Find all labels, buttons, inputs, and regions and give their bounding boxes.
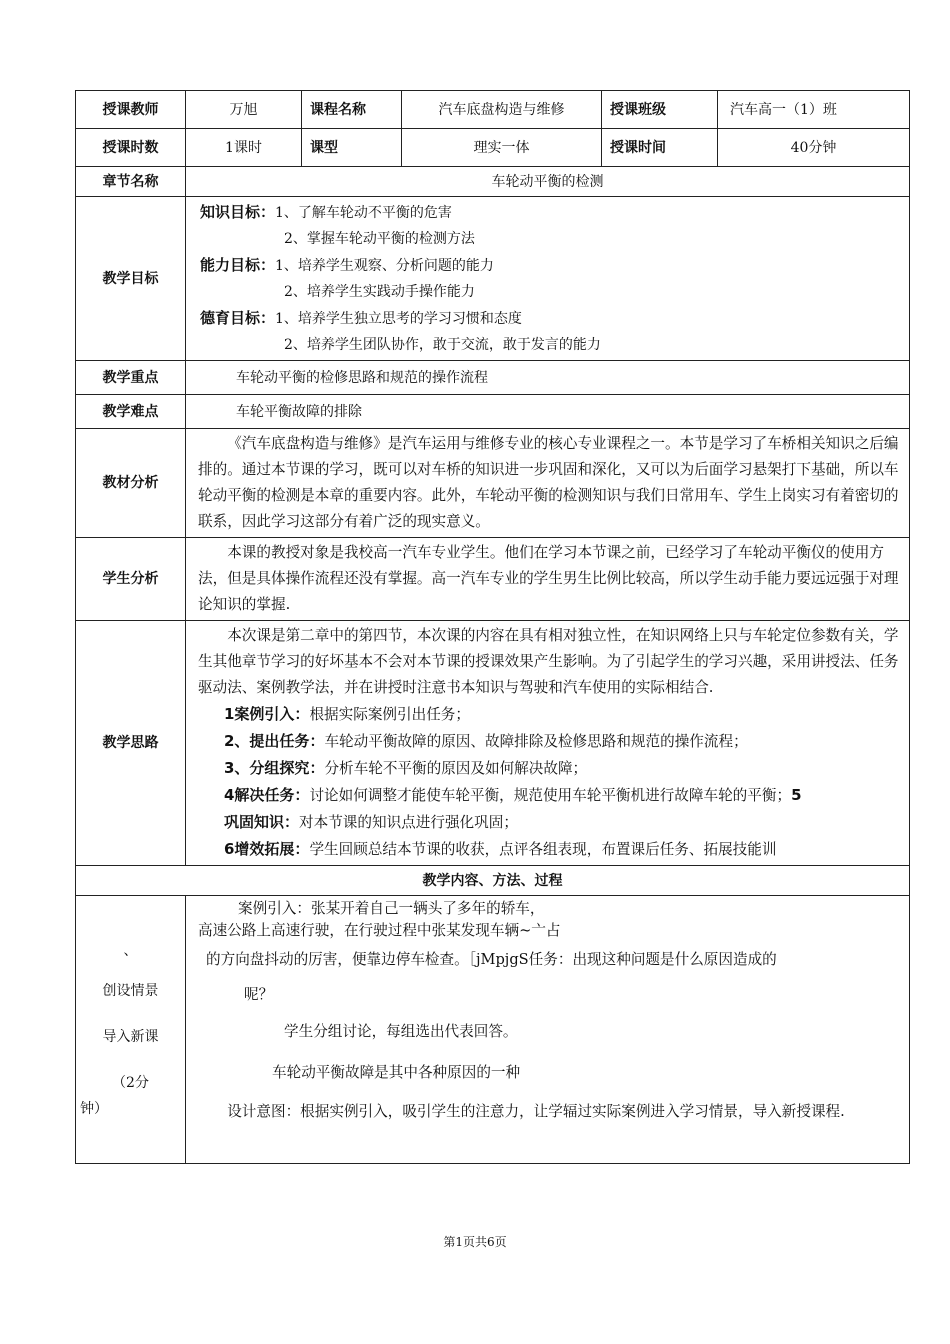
step-1-text: 根据实际案例引出任务； (309, 706, 470, 723)
step-6-label: 6增效拓展： (224, 840, 310, 858)
teacher-value: 万旭 (186, 91, 302, 129)
hours-label: 授课时数 (76, 129, 186, 167)
material-row (76, 429, 910, 538)
goals-row (76, 197, 910, 361)
difficulty-text: 车轮平衡故障的排除 (186, 395, 910, 429)
knowledge-goal-1: 1、了解车轮动不平衡的危害 (275, 205, 452, 221)
stage-title-1: 创设情景 (102, 982, 159, 999)
course-label: 课程名称 (302, 91, 402, 129)
students-cell (186, 538, 910, 621)
goals-content (186, 197, 910, 361)
difficulty-row (76, 395, 910, 429)
case-line-4: 呢？ (244, 986, 274, 1003)
stage-mark: 、 (123, 942, 138, 959)
case-line-2: 高速公路上高速行驶，在行驶过程中张某发现车辆~亠占 (198, 922, 561, 939)
header-row-2 (76, 129, 910, 167)
case-line-3: 的方向盘抖动的厉害，便靠边停车检查。［jMpjgS任务：出现这种问题是什么原因造成的 (206, 951, 777, 968)
step-3-label: 3、分组探究： (224, 759, 325, 777)
approach-cell (186, 621, 910, 866)
type-label: 课型 (302, 129, 402, 167)
process-heading: 教学内容、方法、过程 (76, 866, 910, 896)
approach-intro: 本次课是第二章中的第四节，本次课的内容在具有相对独立性，在知识网络上只与车轮定位参数有关，学生其他章节学习的好坏基本不会对本节课的授课效果产生影响。为了引起学生的学习兴趣，采用讲授法、任务驱动法、案例教学法，并在讲授时注意书本知识与驾驶和汽车使用的实际相结合. (198, 627, 899, 696)
stage-cell (76, 896, 186, 1164)
step-5-label: 巩固知识： (224, 813, 300, 831)
case-line-5: 学生分组讨论，每组选出代表回答。 (284, 1023, 518, 1040)
moral-goal-2: 2、培养学生团队协作，敢于交流，敢于发言的能力 (284, 337, 601, 353)
process-heading-row (76, 866, 910, 896)
case-line-6: 车轮动平衡故障是其中各种原因的一种 (272, 1064, 521, 1081)
page-footer: 第1页共6页 (443, 1235, 507, 1249)
stage-duration-2: 钟） (80, 1100, 108, 1117)
lesson-plan-table (75, 90, 910, 1164)
process-content (186, 896, 910, 1164)
step-5-number: 5 (791, 786, 802, 804)
key-point-label: 教学重点 (76, 361, 186, 395)
key-point-row (76, 361, 910, 395)
chapter-label: 章节名称 (76, 167, 186, 197)
process-row (76, 896, 910, 1164)
header-row-1 (76, 91, 910, 129)
class-label: 授课班级 (602, 91, 718, 129)
moral-goal-label: 德育目标： (200, 309, 276, 327)
stage-title-2: 导入新课 (102, 1028, 159, 1045)
step-2-text: 车轮动平衡故障的原因、故障排除及检修思路和规范的操作流程； (324, 733, 748, 750)
class-value: 汽车高一（1）班 (718, 91, 910, 129)
case-line-1: 案例引入：张某开着自己一辆头了多年的轿车， (238, 900, 545, 917)
difficulty-label: 教学难点 (76, 395, 186, 429)
step-6-text: 学生回顾总结本节课的收获，点评各组表现，布置课后任务、拓展技能训 (309, 841, 777, 858)
approach-row (76, 621, 910, 866)
step-3-text: 分析车轮不平衡的原因及如何解决故障； (324, 760, 588, 777)
goals-label: 教学目标 (76, 197, 186, 361)
moral-goal-1: 1、培养学生独立思考的学习习惯和态度 (275, 311, 522, 327)
step-4-label: 4解决任务： (224, 786, 310, 804)
stage-duration-1: （2分 (112, 1074, 149, 1091)
ability-goal-label: 能力目标： (200, 256, 276, 274)
time-value: 40分钟 (718, 129, 910, 167)
ability-goal-2: 2、培养学生实践动手操作能力 (284, 284, 475, 300)
material-label: 教材分析 (76, 429, 186, 538)
step-5-text: 对本节课的知识点进行强化巩固； (299, 814, 518, 831)
chapter-row (76, 167, 910, 197)
students-label: 学生分析 (76, 538, 186, 621)
knowledge-goal-2: 2、掌握车轮动平衡的检测方法 (284, 231, 475, 247)
ability-goal-1: 1、培养学生观察、分析问题的能力 (275, 258, 494, 274)
time-label: 授课时间 (602, 129, 718, 167)
chapter-value: 车轮动平衡的检测 (186, 167, 910, 197)
material-cell (186, 429, 910, 538)
type-value: 理实一体 (402, 129, 602, 167)
material-text: 《汽车底盘构造与维修》是汽车运用与维修专业的核心专业课程之一。本节是学习了车桥相关知识之后编排的。通过本节课的学习，既可以对车桥的知识进一步巩固和深化，又可以为后面学习悬架打下基础，所以车轮动平衡的检测是本章的重要内容。此外，车轮动平衡的检测知识与我们日常用车、学生上岗实习有着密切的联系，因此学习这部分有着广泛的现实意义。 (198, 435, 899, 530)
step-1-label: 1案例引入： (224, 705, 310, 723)
students-row (76, 538, 910, 621)
approach-label: 教学思路 (76, 621, 186, 866)
students-text: 本课的教授对象是我校高一汽车专业学生。他们在学习本节课之前，已经学习了车轮动平衡仪的使用方法，但是具体操作流程还没有掌握。高一汽车专业的学生男生比例比较高，所以学生动手能力要远远强于对理论知识的掌握. (198, 544, 899, 613)
teacher-label: 授课教师 (76, 91, 186, 129)
course-value: 汽车底盘构造与维修 (402, 91, 602, 129)
step-4-text: 讨论如何调整才能使车轮平衡，规范使用车轮平衡机进行故障车轮的平衡； (309, 787, 792, 804)
design-intent: 设计意图：根据实例引入，吸引学生的注意力，让学辐过实际案例进入学习情景，导入新授课程. (227, 1103, 845, 1120)
key-point-text: 车轮动平衡的检修思路和规范的操作流程 (186, 361, 910, 395)
hours-value: 1课时 (186, 129, 302, 167)
knowledge-goal-label: 知识目标： (200, 203, 276, 221)
step-2-label: 2、提出任务： (224, 732, 325, 750)
